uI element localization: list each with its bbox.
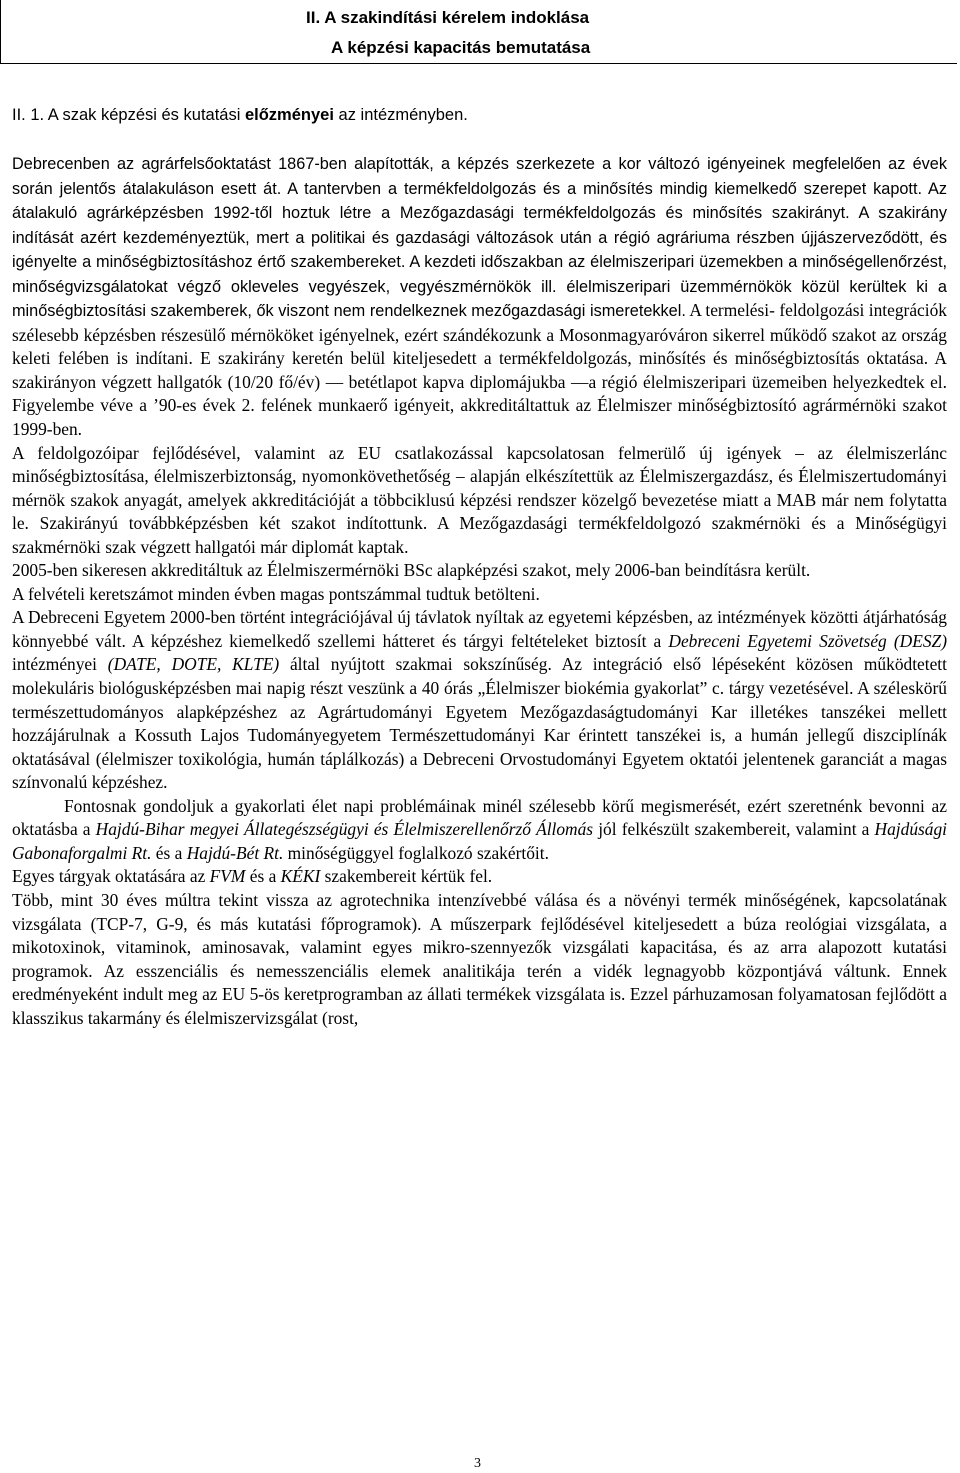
integration-text-2: intézményei: [12, 654, 108, 675]
paragraph-history-part-4: A kezdeti időszakban az élelmiszeripari üzemekben a minőségellenőrzést, minőségvizsgálatokat végző okleveles vegyészek, vegyészmérnökök ill. élelmiszeripari üzemmérnökök közül kerültek ki a minőségbiztosítási szakemberek, ők viszont nem rendelkeznek mezőgazdasági ismeretekkel.: [12, 253, 947, 321]
experts-text-3: szakembereit kértük fel.: [320, 866, 493, 887]
subsection-text-bold: előzményei: [244, 106, 334, 124]
practice-grain-company: Hajdúsági Gabonaforgalmi Rt.: [12, 819, 947, 863]
practice-text-3: és a: [151, 842, 187, 863]
integration-institutions: (DATE, DOTE, KLTE): [107, 654, 280, 675]
section-subtitle: A képzési kapacitás bemutatása: [331, 38, 591, 57]
paragraph-research: Több, mint 30 éves múltra tekint vissza az agrotechnika intenzívebbé válása és a növényi termék minőségének, kapcsolatának vizsgálata (TCP-7, G-9, és más kutatási főprogramok). A műszerpark fejlődésével kiteljesedett a búza reológiai vizsgálata, a mikotoxinok, vitaminok, aminosavak, valamint egyes mikro-szennyezők vizsgálati kapacitása, és az arra alapozott kutatási programok. Az esszenciális és nemesszenciális elemek analitikája terén a vidék legnagyobb központjává váltunk. Ennek eredményeként indult meg az EU 5-ös keretprogramban az állati termékek vizsgálata is. Ezzel párhuzamosan folyamatosan fejlődött a klasszikus takarmány és élelmiszervizsgálat (rost,: [12, 889, 947, 1028]
experts-text-1: Egyes tárgyak oktatására az: [12, 866, 210, 887]
practice-text-1: Fontosnak gondoljuk a gyakorlati élet napi problémáinak minél szélesebb körű megismerését, ezért szeretnénk bevonni az oktatásba a: [12, 795, 947, 840]
practice-hajdu-bet: Hajdú-Bét Rt.: [186, 842, 284, 863]
integration-text-3: által nyújtott szakmai sokszínűség. Az integráció első lépéseként közösen működtetett molekuláris biológusképzésben mai napig részt veszünk a 40 órás „Élelmiszer biokémia gyakorlat” c. tárgy vezetésével. A széleskörű természettudományos alapképzéshez az Agrártudományi Egyetem Mezőgazdaságtudományi Kar illetékes tanszékei mellett hozzájárulnak a Kossuth Lajos Tudományegyetem Természettudományi Kar érintett tanszékei is, a humán jellegű diszciplínák oktatásával (élelmiszer toxikológia, humán táplálkozás) a Debreceni Orvostudományi Egyetem oktatói jelentenek garanciát a magas színvonalú képzéshez.: [12, 654, 947, 793]
paragraph-history-part-3: A szakirány indítását azért kezdeményeztük, mert a politikai és gazdasági változások után a régió agráriuma részben újjászerveződött, és igényelte a minőségbiztosításhoz értő szakembereket.: [12, 204, 948, 272]
subsection-text-after: az intézményben.: [333, 106, 468, 124]
experts-fvm: FVM: [209, 866, 246, 887]
practice-text-4: minőségüggyel foglalkozó szakértőit.: [283, 842, 549, 863]
integration-desz: Debreceni Egyetemi Szövetség (DESZ): [668, 630, 947, 651]
paragraph-integration: [12, 606, 947, 794]
experts-keki: KÉKI: [280, 866, 321, 887]
paragraph-history-part-1: Debrecenben az agrárfelsőoktatást 1867-ben alapították, a képzés szerkezete a kor változó igényeinek megfelelően az évek során jelentős átalakuláson esett át.: [12, 155, 947, 198]
paragraph-experts: [12, 865, 947, 889]
subsection-text-before: A szak képzési és kutatási: [47, 106, 245, 124]
section-header-box: [0, 0, 957, 64]
document-body: [12, 152, 947, 1030]
section-title: II. A szakindítási kérelem indoklása: [306, 8, 590, 27]
paragraph-admission: A felvételi keretszámot minden évben magas pontszámmal tudtuk betölteni.: [12, 583, 540, 604]
paragraph-history-part-5: A termelési- feldolgozási integrációk szélesebb képzésben részesülő mérnököket igényelnek, ezért szándékozunk a Mosonmagyaróváron sikerrel működő szakot az ország keleti felében is indítani. E szakirány keretén belül kiteljesedett a termékfeldolgozás, minősítés és minőségbiztosítás oktatása. A szakirányon végzett hallgatók (10/20 fő/év) — betétlapot kapva diplomájukba —a régió élelmiszeripari üzemeiben helyezkedtek el. Figyelembe véve a ’90-es évek 2. felének munkaerő igényeit, akkreditáltattuk az Élelmiszer minőségbiztosító agrármérnöki szakot 1999-ben.: [12, 300, 947, 440]
integration-text-1: A Debreceni Egyetem 2000-ben történt integrációjával új távlatok nyíltak az egyetemi képzésben, az intézmények közötti átjárhatóság könnyebbé vált. A képzéshez kiemelkedő szellemi hátteret és tárgyi feltételeket biztosít a: [12, 607, 947, 651]
practice-station: Hajdú-Bihar megyei Állategészségügyi és Élelmiszerellenőrző Állomás: [95, 819, 594, 840]
paragraph-practice: [12, 795, 947, 866]
experts-text-2: és a: [245, 866, 281, 887]
subsection-heading: [12, 105, 468, 125]
paragraph-history-part-2: A tantervben a termékfeldolgozás és a minősítés mindig kiemelkedő szerepet kapott. Az átalakuló agrárképzésben 1992-től hoztuk létre a Mezőgazdasági termékfeldolgozás és minősítés szakirányt.: [12, 179, 948, 223]
paragraph-bsc-accreditation: 2005-ben sikeresen akkreditáltuk az Élelmiszermérnöki BSc alapképzési szakot, mely 2006-ban beindításra került.: [12, 560, 811, 581]
practice-text-2: jól felkészült szakembereit, valamint a: [593, 819, 875, 840]
page-number: 3: [474, 1456, 481, 1471]
subsection-number: II. 1.: [12, 106, 48, 124]
paragraph-history: [12, 152, 947, 442]
paragraph-food-industry: A feldolgozóipar fejlődésével, valamint az EU csatlakozással kapcsolatosan felmerülő új igények – az élelmiszerlánc minőségbiztosítása, élelmiszerbiztonság, nyomonkövethetőség – alapján elkészítettük az Élelmiszergazdász, és Élelmiszertudományi mérnök szakok anyagát, amelyek akkreditációját a többciklusú képzési rendszer közelgő bevezetése miatt a MAB már nem folytatta le. Szakirányú továbbképzésben két szakot indítottunk. A Mezőgazdasági termékfeldolgozó szakmérnöki és a Minőségügyi szakmérnöki szak végzett hallgatói már diplomát kaptak.: [12, 442, 947, 557]
